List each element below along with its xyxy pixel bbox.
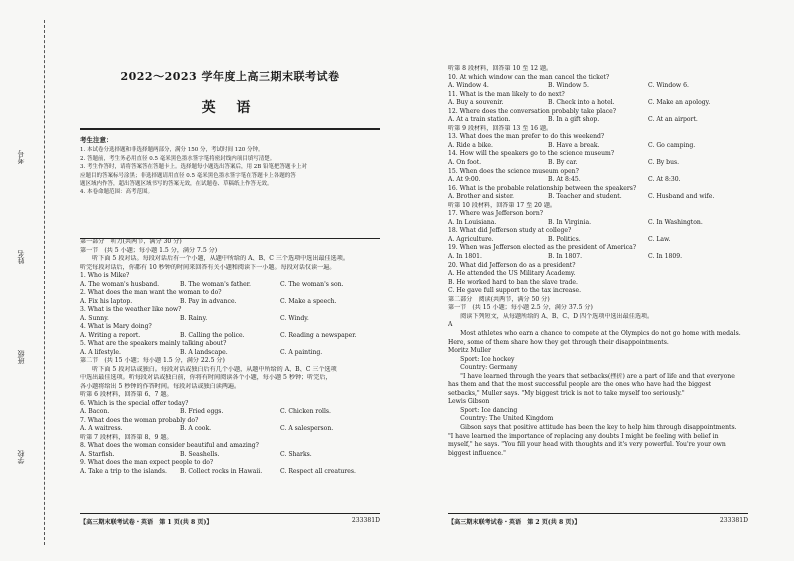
text-line: 听第 9 段材料，回答第 13 至 16 题。 xyxy=(448,124,553,132)
answer-option: A. Ride a bike. xyxy=(448,141,493,149)
answer-option: C. Reading a newspaper. xyxy=(280,331,357,339)
answer-option: C. Windy. xyxy=(280,314,309,322)
text-line: Country: The United Kingdom xyxy=(448,415,554,423)
text-line: 13. What does the man prefer to do this weekend? xyxy=(448,133,605,141)
answer-option: C. Make an apology. xyxy=(648,99,711,107)
note-line: 4. 本卷命题范围：高考范围。 xyxy=(80,189,153,196)
text-line: 15. When does the science museum open? xyxy=(448,167,579,175)
text-line: 听第 10 段材料，回答第 17 至 20 题。 xyxy=(448,201,557,209)
text-line: 听第 8 段材料，回答第 10 至 12 题。 xyxy=(448,65,553,72)
text-line: has them and that the most successful people are the ones who have had the biggest xyxy=(448,381,712,389)
answer-options xyxy=(80,315,380,324)
note-line: 3. 考生作答时，请将答案答在答题卡上。选择题每小题选出答案后，用 2B 铅笔把答题卡上对 xyxy=(80,164,308,171)
answer-option: B. Fried eggs. xyxy=(180,408,224,415)
text-line: "I have learned through the years that setbacks(挫折) are a part of life and that everyone xyxy=(448,372,735,380)
text-line: setbacks," Muller says. "My biggest trick is not to take myself too seriously." xyxy=(448,389,685,397)
text-line: C. He gave full support to the tax increase. xyxy=(448,287,582,295)
text-line: 14. How will the speakers go to the science museum? xyxy=(448,150,615,158)
text-line: 听下面 5 段对话。每段对话后有一个小题，从题中所给的 A、B、C 三个选项中选出最佳选项。 xyxy=(80,255,349,262)
answer-option: A. Agriculture. xyxy=(448,235,494,243)
right-page-body xyxy=(448,65,748,458)
note-line: 1. 本试卷分选择题和非选择题两部分，满分 150 分，考试时间 120 分钟。 xyxy=(80,147,264,154)
answer-option: C. A salesperson. xyxy=(280,425,334,432)
answer-option: B. Have a break. xyxy=(548,141,600,149)
answer-option: C. Make a speech. xyxy=(280,297,337,305)
answer-option: A. Window 4. xyxy=(448,82,489,90)
section-heading: 第一部分 听力(共两节，满分 30 分) xyxy=(80,238,182,245)
answer-options xyxy=(448,219,748,228)
text-line: "I have learned the importance of replacing any doubts I might be feeling with belief in xyxy=(448,432,719,440)
text-line: 10. At which window can the man cancel the ticket? xyxy=(448,73,610,81)
footer-code: 233381D xyxy=(719,517,748,524)
text-line: 听完每段对话后，你都有 10 秒钟的时间来回答有关小题和阅读下一小题。每段对话仅读一遍。 xyxy=(80,263,336,271)
text-line: 9. What does the man expect people to do? xyxy=(80,459,214,466)
text-line: 第二节 (共 15 小题；每小题 1.5 分，满分 22.5 分) xyxy=(80,357,225,364)
text-line: Gibson says that positive attitude has been the key to help him through disappointments. xyxy=(448,423,737,431)
answer-options xyxy=(448,142,748,151)
left-page-footer xyxy=(80,513,380,526)
passage-heading: A xyxy=(448,321,453,329)
answer-option: C. Sharks. xyxy=(280,450,312,458)
text-line: 12. Where does the conversation probably take place? xyxy=(448,107,617,115)
text-line: 听第 7 段材料，回答第 8、9 题。 xyxy=(80,433,173,441)
answer-options xyxy=(80,425,380,434)
answer-option: C. In 1809. xyxy=(648,253,683,261)
text-line: A. He attended the US Military Academy. xyxy=(448,270,576,278)
answer-option: B. A landscape. xyxy=(180,348,228,356)
text-line: 4. What is Mary doing? xyxy=(80,323,152,330)
answer-option: A. On foot. xyxy=(448,159,482,167)
answer-option: A. In Louisiana. xyxy=(448,218,497,226)
answer-option: C. Window 6. xyxy=(648,82,689,90)
left-page-body xyxy=(80,238,380,476)
answer-option: B. At 8:45. xyxy=(548,176,581,184)
text-line: Sport: Ice hockey xyxy=(448,355,515,363)
text-line: 7. What does the woman probably do? xyxy=(80,416,199,424)
answer-option: A. Brother and sister. xyxy=(448,193,514,201)
text-line: 2. What does the man want the woman to do? xyxy=(80,289,222,296)
answer-option: B. In a gift shop. xyxy=(548,116,600,124)
answer-options xyxy=(80,408,380,417)
text-line: 各小题将给出 5 秒钟的作答时间。每段对话或独白读两遍。 xyxy=(80,382,241,390)
answer-options xyxy=(448,193,748,202)
text-line: 18. What did Jefferson study at college? xyxy=(448,227,572,235)
answer-options xyxy=(448,82,748,91)
text-line: 19. When was Jefferson elected as the president of America? xyxy=(448,244,636,252)
text-line: 第一节 (共 5 小题；每小题 1.5 分，满分 7.5 分) xyxy=(80,246,218,254)
passage-heading: Moritz Muller xyxy=(448,347,491,355)
answer-option: C. Chicken rolls. xyxy=(280,408,331,415)
binding-label-school: 学校 xyxy=(17,450,25,464)
answer-option: B. A cook. xyxy=(180,425,212,432)
text-line: Here, some of them share how they get through their disappointments. xyxy=(448,338,669,346)
answer-options xyxy=(448,99,748,108)
binding-label-class: 班级 xyxy=(17,350,25,364)
answer-option: B. Seashells. xyxy=(180,450,220,458)
answer-options xyxy=(448,236,748,245)
text-line: 6. Which is the special offer today? xyxy=(80,399,189,407)
answer-option: A. Writing a report. xyxy=(80,331,141,339)
exam-subject: 英 语 xyxy=(201,100,259,116)
text-line: 8. What does the woman consider beautiful and amazing? xyxy=(80,442,259,449)
answer-option: C. At an airport. xyxy=(648,116,698,124)
answer-option: B. In Virginia. xyxy=(548,218,592,226)
answer-option: C. Law. xyxy=(648,235,671,243)
answer-option: C. The woman's son. xyxy=(280,280,344,288)
answer-option: A. At a train station. xyxy=(448,116,511,124)
text-line: 阅读下列短文，从每题所给的 A、B、C、D 四个选项中选出最佳选项。 xyxy=(448,312,654,320)
answer-option: C. Husband and wife. xyxy=(648,193,715,201)
answer-options xyxy=(80,281,380,290)
answer-option: A. At 9:00. xyxy=(448,176,481,184)
answer-option: B. Teacher and student. xyxy=(548,193,622,201)
answer-option: B. Check into a hotel. xyxy=(548,99,615,107)
answer-option: B. Collect rocks in Hawaii. xyxy=(180,467,263,475)
passage-heading: Lewis Gibson xyxy=(448,398,490,406)
exam-title: 2022～2023 学年度上高三期末联考试卷 xyxy=(120,70,340,83)
text-line: 3. What is the weather like now? xyxy=(80,306,182,313)
text-line: 中选出最佳选项。听每段对话或独白前，你将有时间阅读各个小题，每小题 5 秒钟；听完后， xyxy=(80,374,332,381)
answer-option: A. Bacon. xyxy=(80,408,110,415)
text-line: B. He worked hard to ban the slave trade. xyxy=(448,278,578,286)
right-page-footer xyxy=(448,513,748,526)
answer-option: B. The woman's father. xyxy=(180,280,251,288)
footer-text: 【高三期末联考试卷・英语 第 1 页(共 8 页)】 xyxy=(80,519,213,526)
text-line: myself," he says. "You fill your head with thoughts and it's very powerful. You're your own xyxy=(448,441,726,449)
binding-label-number: 考号 xyxy=(17,150,25,164)
answer-options xyxy=(80,298,380,307)
text-line: Country: Germany xyxy=(448,364,518,372)
answer-options xyxy=(80,451,380,460)
answer-option: C. A painting. xyxy=(280,348,323,356)
answer-option: A. The woman's husband. xyxy=(80,280,160,288)
answer-option: B. Politics. xyxy=(548,235,581,243)
answer-option: B. Pay in advance. xyxy=(180,297,237,305)
note-line: 应题目的答案标号涂黑；非选择题请用直径 0.5 毫米黑色墨水签字笔在答题卡上各题的答 xyxy=(80,172,296,179)
answer-option: C. Go camping. xyxy=(648,141,696,149)
answer-option: C. At 8:30. xyxy=(648,176,681,184)
answer-options xyxy=(448,253,748,262)
text-line: 第一节 (共 15 小题；每小题 2.5 分，满分 37.5 分) xyxy=(448,304,593,312)
binding-margin xyxy=(14,20,45,545)
answer-options xyxy=(448,176,748,185)
text-line: Most athletes who earn a chance to compete at the Olympics do not go home with medals. xyxy=(448,329,741,337)
notes-box xyxy=(80,128,380,239)
answer-option: A. Starfish. xyxy=(80,450,115,458)
text-line: Sport: Ice dancing xyxy=(448,406,518,414)
answer-option: B. Calling the police. xyxy=(180,331,245,339)
text-line: biggest influence." xyxy=(448,449,506,457)
note-line: 2. 答题前，考生务必用直径 0.5 毫米黑色墨水签字笔将密封线内项目填写清楚。 xyxy=(80,155,276,162)
answer-option: A. Take a trip to the islands. xyxy=(80,467,167,475)
answer-options xyxy=(80,468,380,477)
text-line: 11. What is the man likely to do next? xyxy=(448,90,565,98)
notes-heading: 考生注意： xyxy=(80,136,113,144)
answer-options xyxy=(448,116,748,125)
text-line: 1. Who is Mike? xyxy=(80,272,130,279)
answer-option: B. By car. xyxy=(548,159,578,167)
answer-option: A. Sunny. xyxy=(80,314,109,322)
section-heading: 第二部分 阅读(共两节，满分 50 分) xyxy=(448,295,550,303)
text-line: 听下面 5 段对话或独白。每段对话或独白后有几个小题，从题中所给的 A、B、C 三个选项 xyxy=(80,365,337,373)
answer-option: A. A lifestyle. xyxy=(80,348,121,356)
answer-option: C. By bus. xyxy=(648,159,680,167)
answer-option: A. A waitress. xyxy=(80,425,123,432)
text-line: 5. What are the speakers mainly talking about? xyxy=(80,340,227,347)
note-line: 题区域内作答，超出答题区域书写的答案无效，在试题卷、草稿纸上作答无效。 xyxy=(80,181,273,188)
answer-options xyxy=(80,349,380,358)
answer-option: A. Fix his laptop. xyxy=(80,297,133,305)
footer-text: 【高三期末联考试卷・英语 第 2 页(共 8 页)】 xyxy=(448,519,581,526)
answer-option: B. Rainy. xyxy=(180,314,208,322)
text-line: 17. Where was Jefferson born? xyxy=(448,210,544,218)
answer-option: B. In 1807. xyxy=(548,253,583,261)
binding-label-name: 姓名 xyxy=(17,250,25,264)
answer-options xyxy=(80,332,380,341)
answer-option: A. In 1801. xyxy=(448,253,482,261)
answer-options xyxy=(448,159,748,168)
text-line: 听第 6 段材料，回答第 6、7 题。 xyxy=(80,391,173,398)
answer-option: A. Buy a souvenir. xyxy=(448,99,504,107)
footer-code: 233381D xyxy=(351,517,380,524)
text-line: 20. What did Jefferson do as a president? xyxy=(448,261,576,269)
answer-option: C. In Washington. xyxy=(648,218,703,226)
answer-option: B. Window 5. xyxy=(548,82,589,90)
text-line: 16. What is the probable relationship between the speakers? xyxy=(448,184,637,192)
answer-option: C. Respect all creatures. xyxy=(280,467,356,475)
